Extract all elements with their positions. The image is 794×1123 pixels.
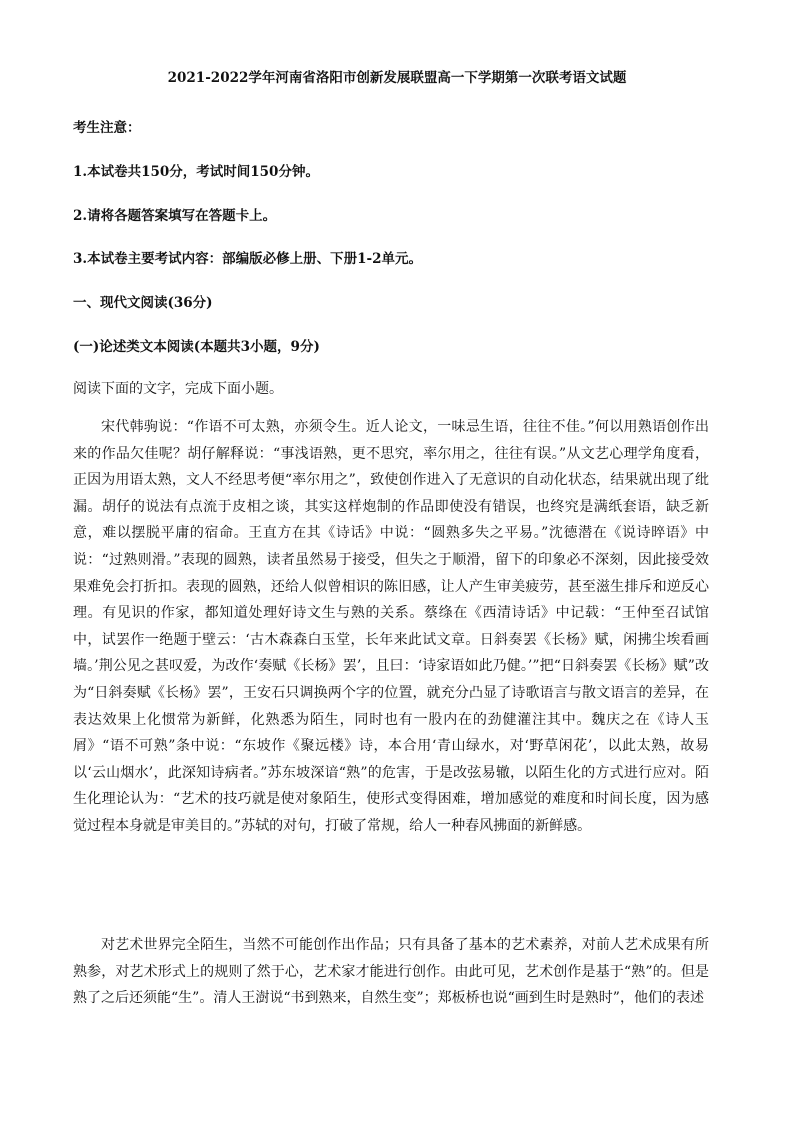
notice-item-1: 1.本试卷共150分，考试时间150分钟。 xyxy=(73,164,319,180)
notice-item-3: 3.本试卷主要考试内容：部编版必修上册、下册1-2单元。 xyxy=(73,251,422,267)
notice-heading: 考生注意： xyxy=(73,120,141,136)
section-heading: 一、现代文阅读(36分) xyxy=(73,295,213,311)
page-title: 2021-2022学年河南省洛阳市创新发展联盟高一下学期第一次联考语文试题 xyxy=(167,70,627,86)
passage-paragraph-1: 宋代韩驹说：“作语不可太熟，亦须令生。近人论文，一味忌生语，往往不佳。”何以用熟语创作出来的作品欠佳呢？胡仔解释说：“事浅语熟，更不思究，率尔用之，往往有误。”从文艺心理学角度看，正因为用语太熟，文人不经思考便“率尔用之”，致使创作进入了无意识的自动化状态，结果就出现了纰漏。胡仔的说法有点流于皮相之谈，其实这样炮制的作品即使没有错误，也终究是满纸套语，缺乏新意，难以摆脱平庸的宿命。王直方在其《诗话》中说：“圆熟多失之平易。”沈德潜在《说诗晬语》中说：“过熟则滑。”表现的圆熟，读者虽然易于接受，但失之于顺滑，留下的印象必不深刻，因此接受效果难免会打折扣。表现的圆熟，还给人似曾相识的陈旧感，让人产生审美疲劳，甚至滋生排斥和逆反心理。有见识的作家，都知道处理好诗文生与熟的关系。蔡绦在《西清诗话》中记载：“王仲至召试馆中，试罢作一绝题于壁云：‘古木森森白玉堂，长年来此试文章。日斜奏罢《长杨》赋，闲拂尘埃看画墙。’荆公见之甚叹爱，为改作‘奏赋《长杨》罢’，且曰：‘诗家语如此乃健。’”把“日斜奏罢《长杨》赋”改为“日斜奏赋《长杨》罢”，王安石只调换两个字的位置，就充分凸显了诗歌语言与散文语言的差异，在表达效果上化惯常为新鲜，化熟悉为陌生，同时也有一股内在的劲健灌注其中。魏庆之在《诗人玉屑》“语不可熟”条中说：“东坡作《聚远楼》诗，本合用‘青山绿水，对‘野草闲花’，以此太熟，故易以‘云山烟水’，此深知诗病者。”苏东坡深谙“熟”的危害，于是改弦易辙，以陌生化的方式进行应对。陌生化理论认为：“艺术的技巧就是使对象陌生，使形式变得困难，增加感觉的难度和时间长度，因为感觉过程本身就是审美目的。”苏轼的对句，打破了常规，给人一种春风拂面的新鲜感。 xyxy=(73,419,709,834)
notice-item-2: 2.请将各题答案填写在答题卡上。 xyxy=(73,208,277,224)
reading-instruction: 阅读下面的文字，完成下面小题。 xyxy=(73,381,283,397)
subsection-heading: (一)论述类文本阅读(本题共3小题，9分) xyxy=(73,339,320,355)
passage-paragraph-2: 对艺术世界完全陌生，当然不可能创作出作品；只有具备了基本的艺术素养，对前人艺术成果有所熟参，对艺术形式上的规则了然于心，艺术家才能进行创作。由此可见，艺术创作是基于“熟”的。但是熟了之后还须能“生”。清人王澍说“书到熟来，自然生变”；郑板桥也说“画到生时是熟时”，他们的表述 xyxy=(73,937,709,1007)
